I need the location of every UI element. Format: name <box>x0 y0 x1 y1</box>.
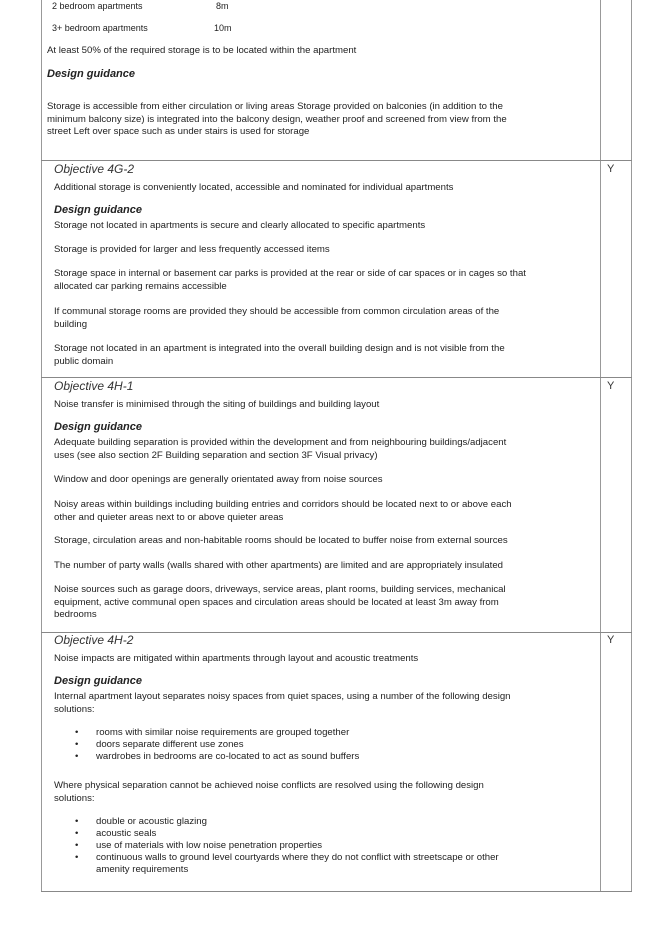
objective-title: Objective 4H-1 <box>54 379 134 393</box>
guidance-item: Noisy areas within buildings including building entries and corridors should be located next to or above each other and quieter areas next to or above quieter areas <box>54 499 512 523</box>
objective-title: Objective 4H-2 <box>54 633 134 647</box>
table-left-border <box>41 0 42 892</box>
guidance-item: The number of party walls (walls shared with other apartments) are limited and are appropriately insulated <box>54 560 503 571</box>
compliance-flag: Y <box>607 634 615 646</box>
guidance-item: Storage is provided for larger and less frequently accessed items <box>54 244 330 255</box>
list-item: • rooms with similar noise requirements are grouped together <box>54 727 594 739</box>
guidance-item: Storage not located in an apartment is integrated into the overall building design and is not visible from the public domain <box>54 343 505 367</box>
guidance-item: Storage, circulation areas and non-habitable rooms should be located to buffer noise from external sources <box>54 535 508 546</box>
bullet-list <box>54 816 594 876</box>
row-divider-4g2 <box>41 160 632 161</box>
design-guidance-heading: Design guidance <box>47 68 136 80</box>
row-divider-4h1 <box>41 377 632 378</box>
objective-description: Noise impacts are mitigated within apartments through layout and acoustic treatments <box>54 653 419 664</box>
guidance-item: Adequate building separation is provided within the development and from neighbouring buildings/adjacent uses (see also section 2F Building separation and section 3F Visual privacy) <box>54 437 507 461</box>
storage-row-value: 8m <box>216 1 229 11</box>
table-column-divider <box>600 0 601 892</box>
guidance-intro: Where physical separation cannot be achieved noise conflicts are resolved using the following design solutions: <box>54 780 484 804</box>
design-guidance-heading: Design guidance <box>54 675 143 687</box>
table-right-border <box>631 0 632 892</box>
guidance-item: Noise sources such as garage doors, driveways, service areas, plant rooms, building services, mechanical equipment, active communal open spaces and circulation areas should be located at least 3m away from bedrooms <box>54 584 506 620</box>
compliance-flag: Y <box>607 380 615 392</box>
objective-description: Additional storage is conveniently located, accessible and nominated for individual apartments <box>54 182 454 193</box>
storage-row-label: 2 bedroom apartments <box>52 1 143 11</box>
list-item: • continuous walls to ground level courtyards where they do not conflict with streetscape or other amenity requirements <box>54 852 594 876</box>
list-item: • double or acoustic glazing <box>54 816 594 828</box>
table-bottom-border <box>41 891 632 892</box>
design-guidance-heading: Design guidance <box>54 421 143 433</box>
compliance-flag: Y <box>607 163 615 175</box>
list-item: • doors separate different use zones <box>54 739 594 751</box>
design-guidance-heading: Design guidance <box>54 204 143 216</box>
guidance-item: Window and door openings are generally orientated away from noise sources <box>54 474 383 485</box>
guidance-intro: Internal apartment layout separates noisy spaces from quiet spaces, using a number of the following design solutions: <box>54 691 511 715</box>
guidance-item: If communal storage rooms are provided they should be accessible from common circulation areas of the building <box>54 306 500 330</box>
bullet-list <box>54 727 594 763</box>
storage-row-value: 10m <box>214 23 232 33</box>
storage-guidance-text: Storage is accessible from either circulation or living areas Storage provided on balconies (in addition to the minimum balcony size) is integrated into the balcony design, weather proof and screened from view from the street Left over space such as under stairs is used for storage <box>47 101 507 137</box>
list-item: • wardrobes in bedrooms are co-located to act as sound buffers <box>54 751 594 763</box>
objective-title: Objective 4G-2 <box>54 162 135 176</box>
guidance-item: Storage not located in apartments is secure and clearly allocated to specific apartments <box>54 220 426 231</box>
storage-row-label: 3+ bedroom apartments <box>52 23 148 33</box>
list-item: • use of materials with low noise penetration properties <box>54 840 594 852</box>
storage-note: At least 50% of the required storage is to be located within the apartment <box>47 45 357 56</box>
list-item: • acoustic seals <box>54 828 594 840</box>
guidance-item: Storage space in internal or basement car parks is provided at the rear or side of car spaces or in cages so that allocated car parking remains accessible <box>54 268 526 292</box>
objective-description: Noise transfer is minimised through the siting of buildings and building layout <box>54 399 380 410</box>
